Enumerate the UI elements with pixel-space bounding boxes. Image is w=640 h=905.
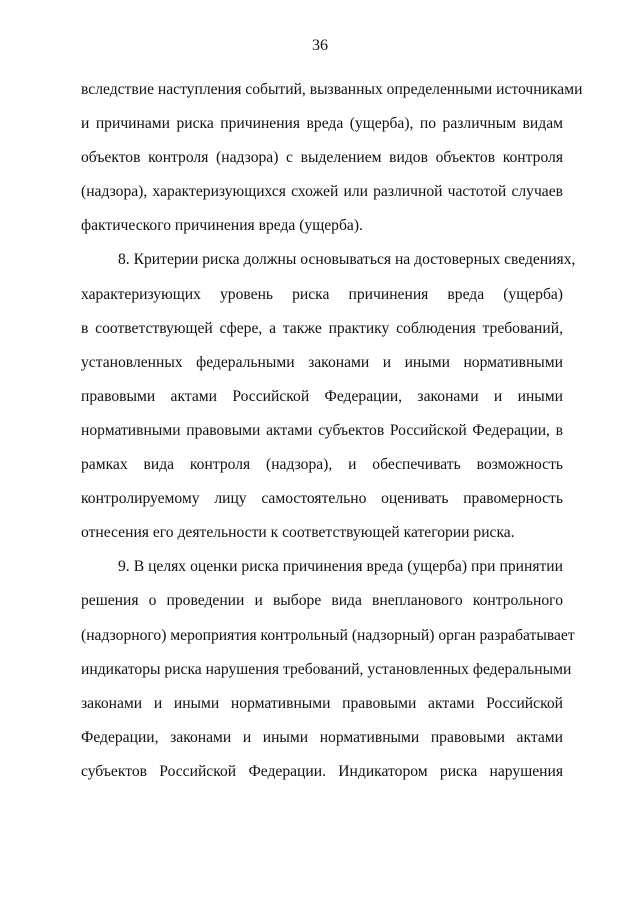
text-line: 8. Критерии риска должны основываться на достоверных сведениях, bbox=[118, 251, 576, 269]
text-line: и причинами риска причинения вреда (ущерба), по различным видам bbox=[81, 115, 563, 133]
text-line: Федерации, законами и иными нормативными правовыми актами bbox=[81, 728, 563, 746]
text-line: рамках вида контроля (надзора), и обеспечивать возможность bbox=[81, 456, 563, 474]
text-line: в соответствующей сфере, а также практику соблюдения требований, bbox=[81, 319, 563, 337]
text-line: объектов контроля (надзора) с выделением видов объектов контроля bbox=[81, 149, 563, 167]
text-line: характеризующих уровень риска причинения вреда (ущерба) bbox=[81, 285, 563, 303]
text-line: индикаторы риска нарушения требований, установленных федеральными bbox=[81, 660, 572, 678]
text-line: установленных федеральными законами и иными нормативными bbox=[81, 353, 563, 371]
text-line: (надзора), характеризующихся схожей или различной частотой случаев bbox=[81, 183, 563, 201]
paragraph-continuation bbox=[81, 73, 583, 243]
text-line: вследствие наступления событий, вызванных определенными источниками bbox=[81, 81, 583, 98]
text-line: законами и иными нормативными правовыми актами Российской bbox=[81, 694, 563, 712]
paragraph-9 bbox=[81, 550, 575, 789]
text-line: решения о проведении и выборе вида внепланового контрольного bbox=[81, 592, 563, 610]
page-number: 36 bbox=[312, 37, 328, 54]
document-body bbox=[81, 73, 583, 789]
text-line: отнесения его деятельности к соответствующей категории риска. bbox=[81, 524, 515, 542]
text-line: 9. В целях оценки риска причинения вреда (ущерба) при принятии bbox=[118, 558, 563, 576]
text-line: (надзорного) мероприятия контрольный (надзорный) орган разрабатывает bbox=[81, 626, 575, 644]
text-line: субъектов Российской Федерации. Индикатором риска нарушения bbox=[81, 762, 563, 780]
paragraph-8 bbox=[81, 243, 576, 550]
text-line: нормативными правовыми актами субъектов Российской Федерации, в bbox=[81, 421, 563, 439]
text-line: правовыми актами Российской Федерации, законами и иными bbox=[81, 387, 563, 405]
text-line: фактического причинения вреда (ущерба). bbox=[81, 217, 363, 235]
text-line: контролируемому лицу самостоятельно оценивать правомерность bbox=[81, 490, 563, 508]
